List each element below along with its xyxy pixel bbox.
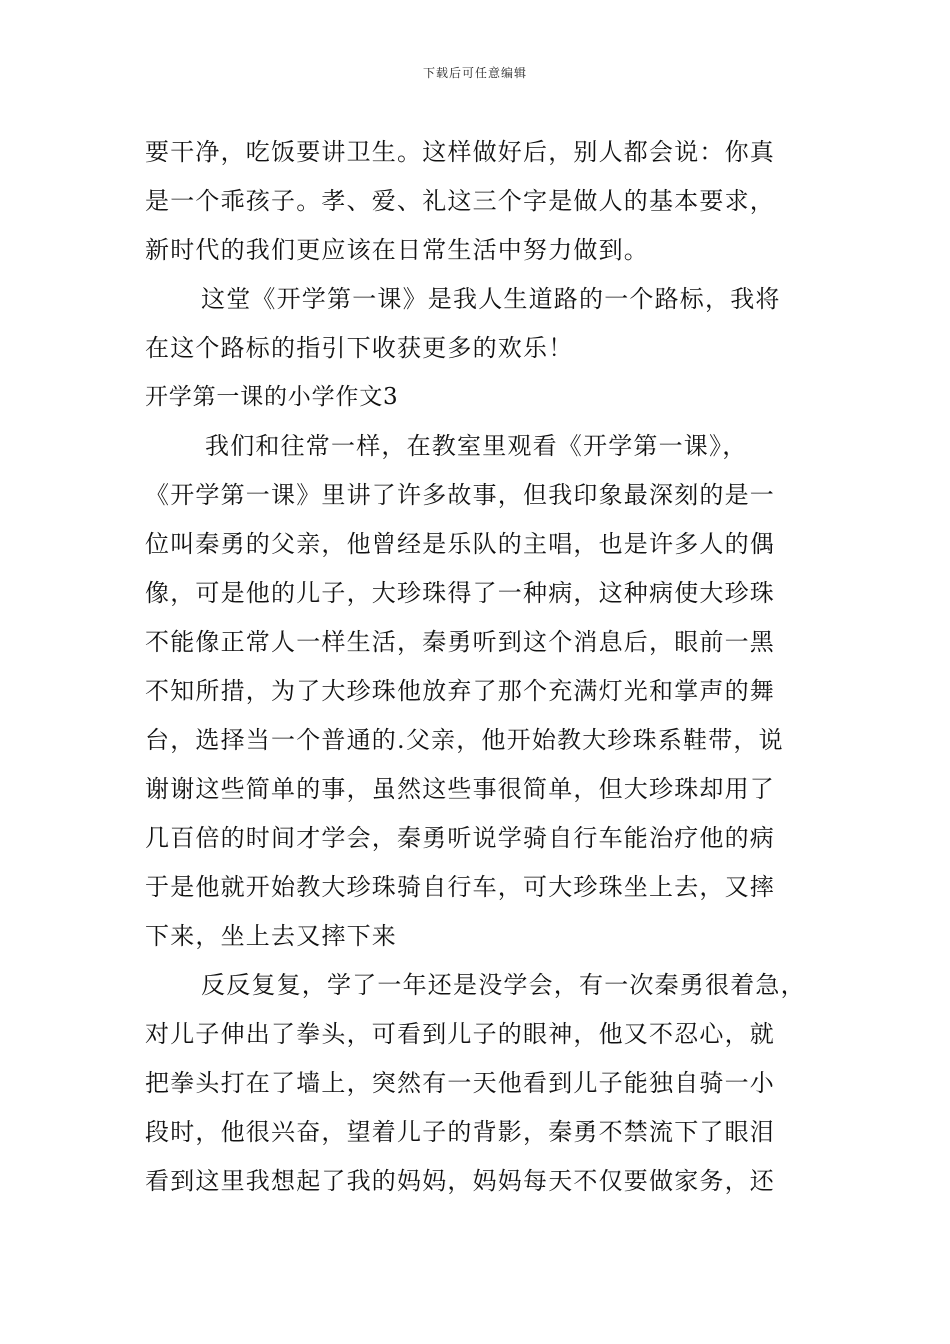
- paragraph-line: 把拳头打在了墙上，突然有一天他看到儿子能独自骑一小: [145, 1069, 775, 1097]
- paragraph-line: 要干净，吃饭要讲卫生。这样做好后，别人都会说：你真: [145, 138, 775, 166]
- paragraph-line: 谢谢这些简单的事，虽然这些事很简单，但大珍珠却用了: [145, 775, 775, 803]
- paragraph-line: 新时代的我们更应该在日常生活中努力做到。: [145, 236, 649, 264]
- paragraph-line: 位叫秦勇的父亲，他曾经是乐队的主唱，也是许多人的偶: [145, 530, 775, 558]
- paragraph-line: 于是他就开始教大珍珠骑自行车，可大珍珠坐上去，又摔: [145, 873, 775, 901]
- paragraph-line: 对儿子伸出了拳头，可看到儿子的眼神，他又不忍心，就: [145, 1020, 775, 1048]
- paragraph-line: 反反复复，学了一年还是没学会，有一次秦勇很着急，: [201, 971, 806, 999]
- paragraph-line: 我们和往常一样，在教室里观看《开学第一课》，: [205, 432, 748, 460]
- paragraph-line: 像，可是他的儿子，大珍珠得了一种病，这种病使大珍珠: [145, 579, 775, 607]
- document-body: [145, 128, 845, 1206]
- paragraph-line: 几百倍的时间才学会，秦勇听说学骑自行车能治疗他的病: [145, 824, 775, 852]
- header-note: 下载后可任意编辑: [422, 66, 527, 80]
- paragraph-line: 看到这里我想起了我的妈妈，妈妈每天不仅要做家务，还: [145, 1167, 775, 1195]
- paragraph-line: 不能像正常人一样生活，秦勇听到这个消息后，眼前一黑: [145, 628, 775, 656]
- section-heading: 开学第一课的小学作文3: [145, 384, 399, 410]
- paragraph-line: 不知所措，为了大珍珠他放弃了那个充满灯光和掌声的舞: [145, 677, 775, 705]
- paragraph-line: 在这个路标的指引下收获更多的欢乐！: [145, 334, 574, 362]
- paragraph-line: 段时，他很兴奋，望着儿子的背影，秦勇不禁流下了眼泪: [145, 1118, 775, 1146]
- paragraph-line: 《开学第一课》里讲了许多故事，但我印象最深刻的是一: [145, 481, 775, 509]
- paragraph-line: 这堂《开学第一课》是我人生道路的一个路标，我将: [201, 285, 781, 313]
- paragraph-line: 是一个乖孩子。孝、爱、礼这三个字是做人的基本要求，: [145, 187, 775, 215]
- paragraph-line: 台，选择当一个普通的.父亲，他开始教大珍珠系鞋带，说: [145, 726, 784, 754]
- paragraph-line: 下来，坐上去又摔下来: [145, 922, 397, 950]
